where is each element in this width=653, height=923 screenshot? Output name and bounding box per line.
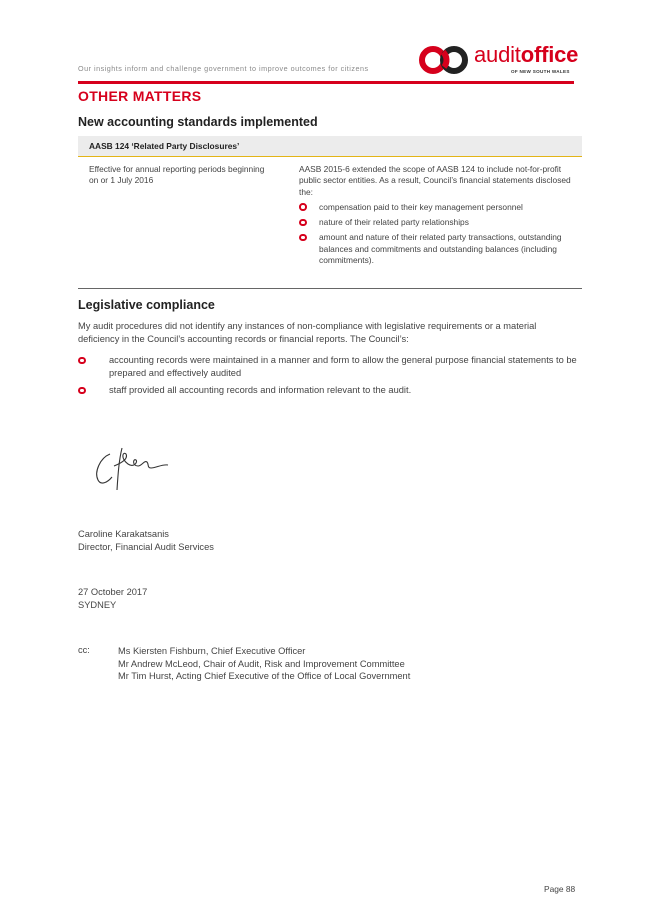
list-item xyxy=(299,232,579,266)
cc-recipient: Mr Tim Hurst, Acting Chief Executive of the Office of Local Government xyxy=(118,671,411,681)
header-divider xyxy=(78,81,574,84)
list-item-text: compensation paid to their key management personnel xyxy=(319,201,523,212)
bullet-icon xyxy=(299,234,307,242)
date-block xyxy=(78,586,147,611)
compliance-heading: Legislative compliance xyxy=(78,298,215,312)
standards-heading: New accounting standards implemented xyxy=(78,115,318,129)
list-item-text: amount and nature of their related party transactions, outstanding balances and commitments and outstanding balances (including commitments). xyxy=(319,232,562,266)
signatory-block xyxy=(78,528,214,553)
standards-table-header-text: AASB 124 ‘Related Party Disclosures’ xyxy=(89,141,240,151)
list-item xyxy=(78,354,578,379)
standards-table-header xyxy=(78,136,582,157)
cc-recipient: Mr Andrew McLeod, Chair of Audit, Risk and Improvement Committee xyxy=(118,658,405,669)
standards-table-right-cell xyxy=(299,164,579,270)
signatory-title: Director, Financial Audit Services xyxy=(78,541,214,552)
compliance-list xyxy=(78,354,578,402)
list-item-text: staff provided all accounting records and information relevant to the audit. xyxy=(109,385,412,395)
header-tagline: Our insights inform and challenge government to improve outcomes for citizens xyxy=(78,64,369,73)
list-item-text: accounting records were maintained in a manner and form to allow the general purpose financial statements to be prepared and effectively audited xyxy=(109,355,577,378)
bullet-icon xyxy=(78,357,86,365)
bullet-icon xyxy=(299,203,307,211)
cc-recipient-list xyxy=(118,645,410,683)
list-item xyxy=(78,384,578,397)
section-title: OTHER MATTERS xyxy=(78,88,202,104)
audit-office-logo xyxy=(418,42,579,77)
standards-table-left-cell: Effective for annual reporting periods beginning on or 1 July 2016 xyxy=(89,164,265,186)
logo-subtitle: OF NEW SOUTH WALES xyxy=(511,69,570,74)
table-bottom-rule xyxy=(78,288,582,289)
page-number: Page 88 xyxy=(544,884,576,894)
letter-date: 27 October 2017 xyxy=(78,587,148,597)
letter-place: SYDNEY xyxy=(78,599,117,610)
compliance-paragraph: My audit procedures did not identify any instances of non-compliance with legislative requirements or a material deficiency in the Council’s accounting records or financial reports. The Council’s: xyxy=(78,321,537,344)
logo-text-office: office xyxy=(520,42,579,67)
standards-intro: AASB 2015-6 extended the scope of AASB 124 to include not-for-profit public sector entities. As a result, Council’s financial statements disclosed the: xyxy=(299,164,571,197)
logo-text-audit: audit xyxy=(474,42,521,67)
cc-recipient: Ms Kiersten Fishburn, Chief Executive Officer xyxy=(118,646,306,656)
list-item xyxy=(299,202,579,213)
logo-mark-icon xyxy=(418,45,470,75)
signature-image xyxy=(92,440,182,495)
bullet-icon xyxy=(78,387,86,395)
logo-wordmark xyxy=(474,42,578,68)
bullet-icon xyxy=(299,219,307,227)
standards-disclosure-list xyxy=(299,202,579,266)
signatory-name: Caroline Karakatsanis xyxy=(78,529,169,539)
list-item xyxy=(299,217,579,228)
cc-label: cc: xyxy=(78,645,90,655)
list-item-text: nature of their related party relationships xyxy=(319,217,469,228)
